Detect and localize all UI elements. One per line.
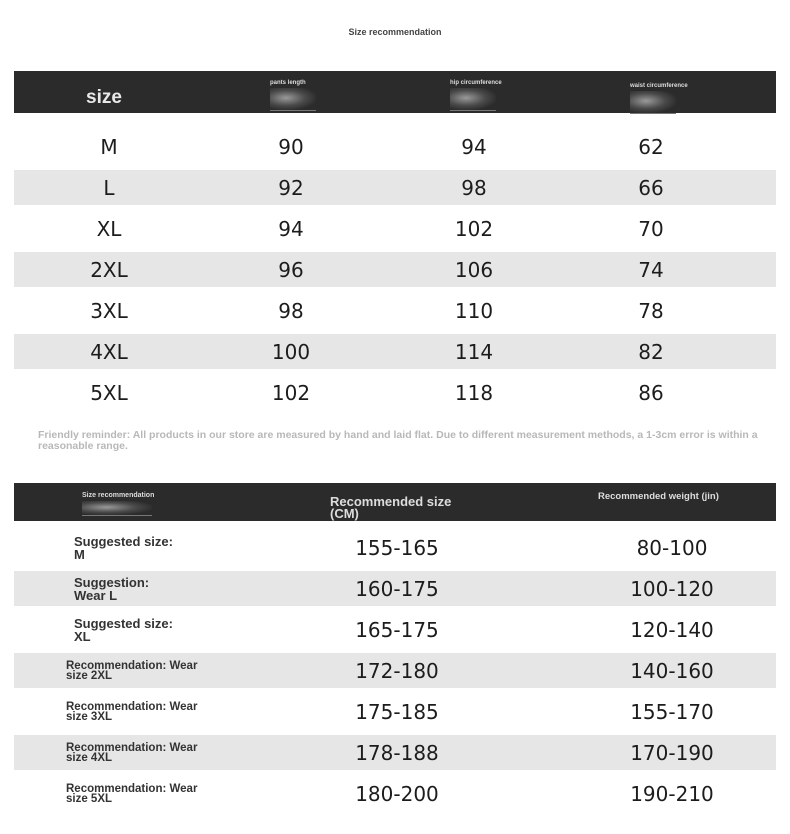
suggested-size-label: Recommendation: Wear size 2XL [66,659,198,682]
waist-value: 74 [638,257,664,282]
suggested-size-label: Suggested size: XL [74,615,173,644]
size-chart-header [14,71,776,113]
header-waist-circumference: waist circumference [630,83,688,114]
height-range-value: 180-200 [355,781,439,806]
suggested-size-label: Recommendation: Wear size 3XL [66,700,198,723]
pants-length-value: 98 [278,298,304,323]
suggested-size-label: Suggested size: M [74,533,173,562]
weight-range-value: 100-120 [630,576,714,601]
recommendation-rows [14,527,776,814]
waist-value: 78 [638,298,664,323]
pants-length-value: 92 [278,175,304,200]
waist-value: 66 [638,175,664,200]
pants-length-value: 96 [278,257,304,282]
recommendation-row [14,571,776,606]
suggested-size-label: Recommendation: Wear size 4XL [66,741,198,764]
weight-range-value: 155-170 [630,699,714,724]
size-value: 2XL [90,257,128,282]
weight-range-value: 190-210 [630,781,714,806]
size-recommendation-image [82,501,152,516]
header-size: size [86,87,122,108]
size-value: L [103,175,115,200]
hip-value: 106 [454,257,494,282]
size-row [14,252,776,287]
waist-circumference-image [630,91,676,114]
weight-range-value: 140-160 [630,658,714,683]
size-row [14,290,776,331]
hip-value: 102 [454,216,494,241]
hip-value: 110 [454,298,494,323]
height-range-value: 178-188 [355,740,439,765]
recommendation-table [14,483,776,814]
hip-value: 98 [461,175,487,200]
size-row [14,126,776,167]
header-recommended-weight: Recommended weight (jin) [598,491,719,502]
recommendation-row [14,653,776,688]
waist-value: 86 [638,380,664,405]
hip-circumference-image [450,88,496,111]
recommendation-row [14,773,776,814]
size-row [14,372,776,413]
weight-range-value: 170-190 [630,740,714,765]
height-range-value: 160-175 [355,576,439,601]
recommendation-row [14,527,776,568]
hip-value: 118 [454,380,494,405]
measurement-note: Friendly reminder: All products in our store are measured by hand and laid flat. Due to different measurement methods, a 1-3cm error is within a reasonable range. [38,429,758,452]
size-row [14,208,776,249]
pants-length-value: 90 [278,134,304,159]
suggested-size-label: Recommendation: Wear size 5XL [66,782,198,805]
pants-length-image [270,88,316,111]
size-value: 4XL [90,339,128,364]
waist-value: 70 [638,216,664,241]
recommendation-row [14,735,776,770]
size-value: 5XL [90,380,128,405]
weight-range-value: 80-100 [636,535,708,560]
size-value: XL [96,216,122,241]
recommendation-row [14,609,776,650]
header-pants-length: pants length [270,80,316,111]
height-range-value: 155-165 [355,535,439,560]
waist-value: 62 [638,134,664,159]
hip-value: 114 [454,339,494,364]
size-value: M [100,134,118,159]
size-chart-table [14,71,776,413]
height-range-value: 165-175 [355,617,439,642]
size-value: 3XL [90,298,128,323]
hip-value: 94 [461,134,487,159]
header-hip-circumference: hip circumference [450,80,502,111]
size-row [14,170,776,205]
size-chart-rows [14,126,776,413]
pants-length-value: 94 [278,216,304,241]
recommendation-header [14,483,776,521]
recommendation-row [14,691,776,732]
pants-length-value: 102 [271,380,311,405]
pants-length-value: 100 [271,339,311,364]
waist-value: 82 [638,339,664,364]
header-size-recommendation: Size recommendation [82,492,154,516]
height-range-value: 172-180 [355,658,439,683]
height-range-value: 175-185 [355,699,439,724]
suggested-size-label: Suggestion: Wear L [74,574,150,603]
header-recommended-size: Recommended size (CM) [330,494,452,521]
weight-range-value: 120-140 [630,617,714,642]
page-title: Size recommendation [348,27,442,37]
size-row [14,334,776,369]
